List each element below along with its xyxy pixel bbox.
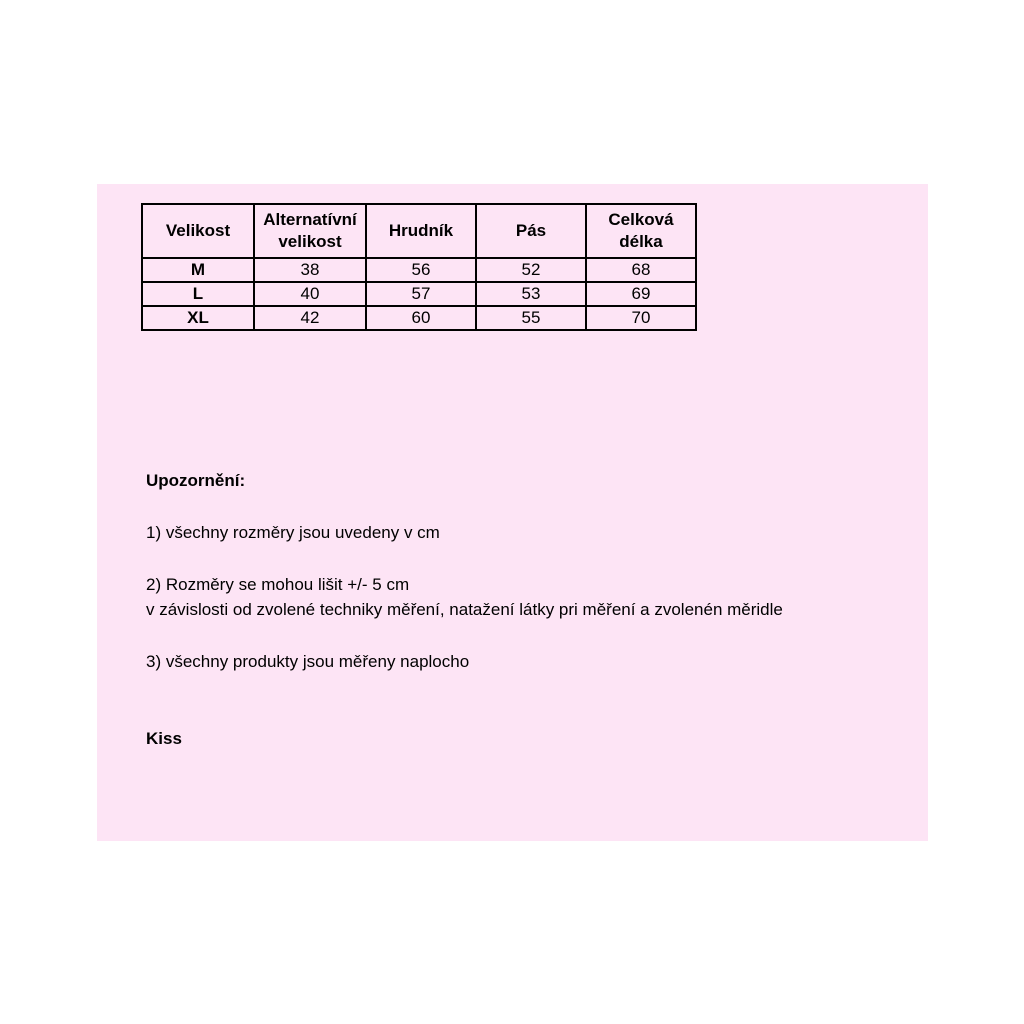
- table-cell: 53: [476, 282, 586, 306]
- table-header-row: [142, 204, 696, 258]
- brand-name: Kiss: [146, 729, 182, 748]
- header-label: velikost: [278, 232, 342, 251]
- table-cell-size: XL: [142, 306, 254, 330]
- header-label: Celková: [608, 210, 674, 229]
- table-cell: 56: [366, 258, 476, 282]
- size-table: [141, 203, 697, 331]
- table-cell: 68: [586, 258, 696, 282]
- notes-heading: Upozornění:: [146, 471, 246, 490]
- table-row: [142, 306, 696, 330]
- table-cell: 40: [254, 282, 366, 306]
- header-label: Pás: [515, 221, 547, 240]
- header-label: délka: [619, 232, 663, 251]
- size-chart-panel: [97, 184, 928, 841]
- note-item-1: 1) všechny rozměry jsou uvedeny v cm: [146, 523, 440, 542]
- table-cell: 52: [476, 258, 586, 282]
- note-item-3: 3) všechny produkty jsou měřeny naplocho: [146, 652, 470, 671]
- header-velikost: [142, 204, 254, 258]
- table-row: [142, 282, 696, 306]
- table-cell: 38: [254, 258, 366, 282]
- header-label: Alternatívní: [263, 210, 357, 229]
- table-cell: 42: [254, 306, 366, 330]
- table-cell-size: M: [142, 258, 254, 282]
- note-item-2: [146, 572, 783, 622]
- header-celkova-delka: [586, 204, 696, 258]
- table-cell: 55: [476, 306, 586, 330]
- table-cell: 69: [586, 282, 696, 306]
- table-row: [142, 258, 696, 282]
- header-hrudnik: [366, 204, 476, 258]
- header-alternativni-velikost: [254, 204, 366, 258]
- header-pas: [476, 204, 586, 258]
- table-cell-size: L: [142, 282, 254, 306]
- note-item-2-line-1: 2) Rozměry se mohou lišit +/- 5 cm: [146, 575, 410, 594]
- notes-section: [146, 468, 783, 751]
- header-label: Velikost: [165, 221, 231, 240]
- header-label: Hrudník: [388, 221, 454, 240]
- note-item-2-line-2: v závislosti od zvolené techniky měření, natažení látky pri měření a zvolenén měridle: [146, 600, 783, 619]
- table-cell: 57: [366, 282, 476, 306]
- table-cell: 70: [586, 306, 696, 330]
- table-cell: 60: [366, 306, 476, 330]
